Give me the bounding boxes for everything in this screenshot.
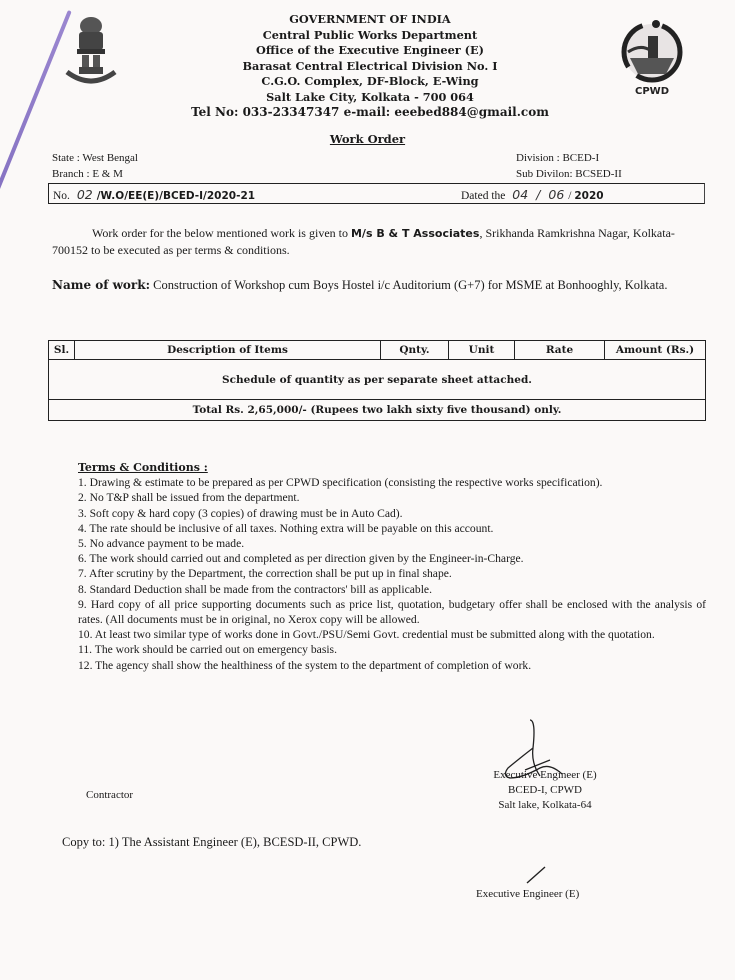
term-item: 9. Hard copy of all price supporting documents such as price list, quotation, budgetary offer shall be enclosed with the analysis of rates. (All documents must be in original, no Xerox copy will be allowed. bbox=[78, 597, 706, 627]
term-item: 7. After scrutiny by the Department, the correction shall be put up in final shape. bbox=[78, 567, 452, 581]
table-header-row bbox=[49, 341, 706, 360]
order-number bbox=[53, 187, 255, 202]
col-amount: Amount (Rs.) bbox=[605, 341, 706, 360]
term-item: 4. The rate should be inclusive of all taxes. Nothing extra will be payable on this account. bbox=[78, 521, 494, 535]
contractor-name: M/s B & T Associates bbox=[350, 227, 480, 240]
sub-division-field: Sub Divilon: BCSED-II bbox=[516, 168, 622, 180]
intro-paragraph bbox=[52, 225, 707, 258]
intro-text-after: , Srikhanda Ramkrishna Nagar, Kolkata- 700152 to be executed as per terms & conditions. bbox=[52, 226, 675, 257]
col-description: Description of Items bbox=[75, 341, 381, 360]
letterhead bbox=[160, 12, 580, 121]
term-item: 3. Soft copy & hard copy (3 copies) of drawing must be in Auto Cad). bbox=[78, 506, 403, 520]
table-row bbox=[49, 400, 706, 421]
total-amount: Total Rs. 2,65,000/- (Rupees two lakh sixty five thousand) only. bbox=[49, 400, 706, 421]
date-day: 04 bbox=[512, 187, 529, 202]
branch-field: Branch : E & M bbox=[52, 168, 123, 180]
term-item: 10. At least two similar type of works done in Govt./PSU/Semi Govt. credential must be submitted along with the quotation. bbox=[78, 628, 655, 642]
date-month: 06 bbox=[548, 187, 565, 202]
name-of-work-label: Name of work: bbox=[52, 278, 150, 292]
name-of-work-value: Construction of Workshop cum Boys Hostel i/c Auditorium (G+7) for MSME at Bonhooghly, Kolkata. bbox=[150, 278, 668, 292]
engineer-division: BCED-I, CPWD bbox=[508, 784, 582, 796]
col-qnty: Qnty. bbox=[381, 341, 449, 360]
header-line: Salt Lake City, Kolkata - 700 064 bbox=[266, 89, 474, 104]
meta-left bbox=[52, 150, 138, 182]
order-number-box bbox=[48, 183, 705, 204]
pen-stroke-mark bbox=[0, 10, 72, 243]
col-sl: Sl. bbox=[49, 341, 75, 360]
date-separator: / bbox=[568, 190, 572, 202]
engineer-signature-block bbox=[470, 768, 620, 813]
table-row bbox=[49, 360, 706, 400]
col-unit: Unit bbox=[449, 341, 515, 360]
header-line: C.G.O. Complex, DF-Block, E-Wing bbox=[261, 74, 479, 88]
cpwd-logo-icon bbox=[618, 14, 686, 98]
engineer-address: Salt lake, Kolkata-64 bbox=[498, 799, 592, 811]
date-year: 2020 bbox=[574, 190, 604, 202]
terms-heading: Terms & Conditions : bbox=[78, 461, 208, 474]
engineer-title-2: Executive Engineer (E) bbox=[476, 888, 580, 900]
term-item: 11. The work should be carried out on emergency basis. bbox=[78, 643, 337, 657]
terms-section bbox=[78, 460, 706, 673]
date-separator: / bbox=[536, 187, 541, 202]
order-date bbox=[461, 187, 604, 202]
term-item: 2. No T&P shall be issued from the department. bbox=[78, 491, 300, 505]
items-table bbox=[48, 340, 706, 421]
schedule-note: Schedule of quantity as per separate sheet attached. bbox=[49, 360, 706, 400]
header-line: GOVERNMENT OF INDIA bbox=[289, 12, 451, 26]
name-of-work bbox=[52, 277, 707, 294]
contractor-label: Contractor bbox=[86, 789, 134, 801]
signature-mark-icon bbox=[525, 865, 547, 885]
state-field: State : West Bengal bbox=[52, 152, 138, 164]
national-emblem-icon bbox=[62, 12, 120, 92]
header-contact-line: Tel No: 033-23347347 e-mail: eeebed884@gmail.com bbox=[191, 105, 549, 119]
term-item: 8. Standard Deduction shall be made from the contractors' bill as applicable. bbox=[78, 582, 432, 596]
order-no-prefix: No. bbox=[53, 190, 70, 202]
copy-to: Copy to: 1) The Assistant Engineer (E), BCESD-II, CPWD. bbox=[62, 835, 362, 849]
page-title: Work Order bbox=[329, 132, 406, 146]
term-item: 6. The work should carried out and completed as per direction given by the Engineer-in-Charge. bbox=[78, 552, 524, 566]
header-line: Office of the Executive Engineer (E) bbox=[256, 43, 484, 57]
order-ref: /W.O/EE(E)/BCED-I/2020-21 bbox=[96, 190, 256, 202]
term-item: 12. The agency shall show the healthiness of the system to the department of completion of work. bbox=[78, 658, 532, 672]
header-line: Central Public Works Department bbox=[262, 27, 478, 42]
order-no-handwritten: 02 bbox=[76, 187, 93, 202]
intro-text: Work order for the below mentioned work is given to bbox=[92, 226, 351, 240]
term-item: 5. No advance payment to be made. bbox=[78, 537, 245, 551]
col-rate: Rate bbox=[515, 341, 605, 360]
division-field: Division : BCED-I bbox=[516, 152, 600, 164]
engineer-title: Executive Engineer (E) bbox=[493, 769, 597, 781]
dated-label: Dated the bbox=[461, 190, 506, 202]
term-item: 1. Drawing & estimate to be prepared as per CPWD specification (consisting the respective works specification). bbox=[78, 476, 603, 490]
meta-right bbox=[516, 150, 622, 182]
header-line: Barasat Central Electrical Division No. I bbox=[242, 58, 498, 73]
cpwd-logo-text: CPWD bbox=[635, 86, 669, 97]
